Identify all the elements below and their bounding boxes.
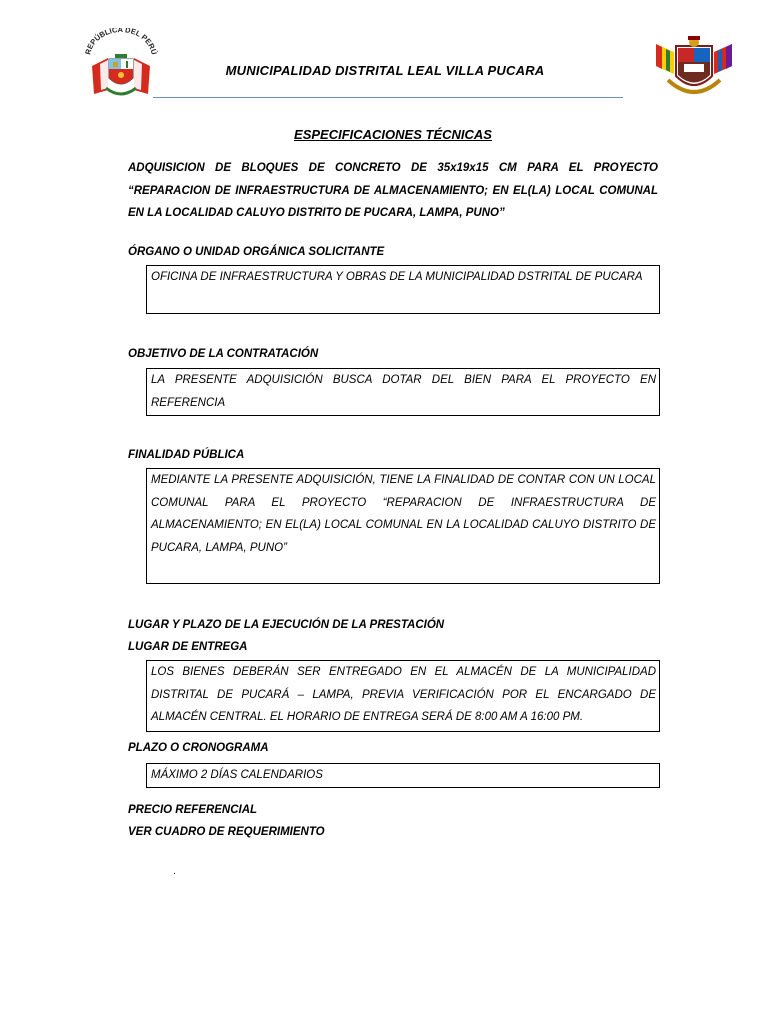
header-divider [153, 97, 623, 98]
subheading-lugar-entrega: LUGAR DE ENTREGA [128, 641, 248, 653]
section-box-finalidad: MEDIANTE LA PRESENTE ADQUISICIÓN, TIENE LA FINALIDAD DE CONTAR CON UN LOCAL COMUNAL PARA EL PROYECTO “REPARACION DE INFRAESTRUCTURA DE ALMACENAMIENTO; EN EL(LA) LOCAL COMUNAL EN LA LOCALIDAD CALUYO DISTRITO DE PUCARA, LAMPA, PUNO” [146, 468, 660, 584]
intro-paragraph: ADQUISICION DE BLOQUES DE CONCRETO DE 35x19x15 CM PARA EL PROYECTO “REPARACION DE INFRAESTRUCTURA DE ALMACENAMIENTO; EN EL(LA) LOCAL COMUNAL EN LA LOCALIDAD CALUYO DISTRITO DE PUCARA, LAMPA, PUNO” [128, 162, 658, 219]
section-heading-organo: ÓRGANO O UNIDAD ORGÁNICA SOLICITANTE [128, 246, 385, 258]
stray-mark: . [173, 866, 176, 877]
svg-text:REPÚBLICA DEL PERÚ [83, 28, 158, 56]
section-box-lugar-entrega: LOS BIENES DEBERÁN SER ENTREGADO EN EL ALMACÉN DE LA MUNICIPALIDAD DISTRITAL DE PUCARÁ – LAMPA, PREVIA VERIFICACIÓN POR EL ENCARGADO DE ALMACÉN CENTRAL. EL HORARIO DE ENTREGA SERÁ DE 8:00 AM A 16:00 PM. [146, 660, 660, 732]
section-box-organo: OFICINA DE INFRAESTRUCTURA Y OBRAS DE LA MUNICIPALIDAD DSTRITAL DE PUCARA [146, 265, 660, 314]
document-title: ESPECIFICACIONES TÉCNICAS [294, 127, 492, 142]
section-heading-lugar-plazo: LUGAR Y PLAZO DE LA EJECUCIÓN DE LA PRESTACIÓN [128, 619, 445, 631]
header-title: MUNICIPALIDAD DISTRITAL LEAL VILLA PUCARA [225, 63, 545, 78]
peru-coat-of-arms-icon [82, 28, 160, 100]
municipal-coat-of-arms-icon [652, 34, 736, 100]
section-heading-plazo: PLAZO O CRONOGRAMA [128, 742, 269, 754]
section-heading-finalidad: FINALIDAD PÚBLICA [128, 449, 245, 461]
section-box-plazo: MÁXIMO 2 DÍAS CALENDARIOS [146, 763, 660, 788]
subheading-ver-cuadro: VER CUADRO DE REQUERIMIENTO [128, 826, 325, 838]
section-heading-precio: PRECIO REFERENCIAL [128, 804, 258, 816]
section-heading-objetivo: OBJETIVO DE LA CONTRATACIÓN [128, 348, 319, 360]
logo-arc-text: REPÚBLICA DEL PERÚ [83, 28, 159, 56]
section-box-objetivo: LA PRESENTE ADQUISICIÓN BUSCA DOTAR DEL BIEN PARA EL PROYECTO EN REFERENCIA [146, 368, 660, 416]
